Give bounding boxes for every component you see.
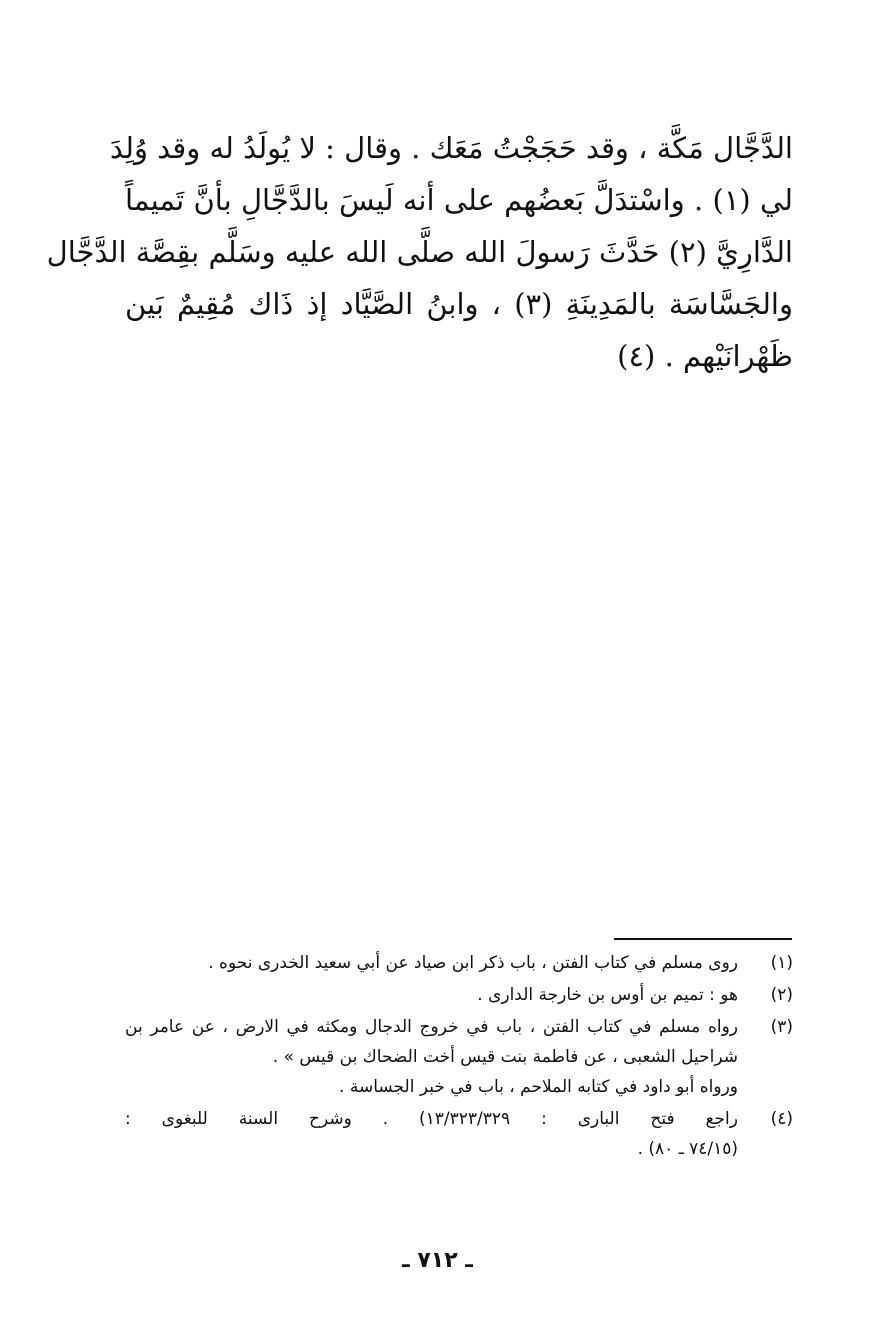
main-text-line: ظَهْرانَيْهم . (٤) <box>617 339 793 373</box>
footnote-line: (٧٤/١٥ ـ ٨٠) . <box>637 1139 738 1159</box>
page-number: ـ ٧١٢ ـ <box>402 1248 473 1273</box>
footnote-line: راجع فتح البارى : ١٣/٣٢٣/٣٢٩) . وشرح السنة للبغوى : <box>125 1109 738 1129</box>
footnote-line: هو : تميم بن أوس بن خارجة الدارى . <box>477 985 738 1005</box>
footnote-number: (١) <box>770 953 793 973</box>
footnote-body <box>125 1104 738 1164</box>
footnote-body <box>125 948 738 978</box>
footnote-number: (٣) <box>770 1017 793 1037</box>
main-text-line: والجَسَّاسَة بالمَدِينَةِ (٣) ، وابنُ الصَّيَّاد إذ ذَاك مُقِيمٌ بَين <box>125 287 793 321</box>
main-text-line: الدَّجَّال مَكَّة ، وقد حَجَجْتُ مَعَك . وقال : لا يُولَدُ له وقد وُلِدَ <box>109 131 793 165</box>
footnote-number: (٢) <box>770 985 793 1005</box>
footnote-body <box>125 980 738 1010</box>
footnote-2 <box>125 980 793 1010</box>
footnote-number: (٤) <box>770 1109 793 1129</box>
footnote-line: رواه مسلم في كتاب الفتن ، باب في خروج الدجال ومكثه في الارض ، عن عامر بن <box>125 1017 738 1037</box>
main-text-line: لي (١) . واسْتدَلَّ بَعضُهم على أنه لَيسَ بالدَّجَّالِ بأنَّ تَميماً <box>125 183 794 217</box>
footnote-line: شراحيل الشعبى ، عن فاطمة بنت قيس أخت الضحاك بن قيس » . <box>272 1047 738 1067</box>
footnote-3 <box>125 1012 793 1102</box>
main-text-line: الدَّارِيَّ (٢) حَدَّثَ رَسولَ الله صلَّى الله عليه وسَلَّم بقِصَّة الدَّجَّال <box>46 235 793 269</box>
footnote-body <box>125 1012 738 1102</box>
footnote-4 <box>125 1104 793 1164</box>
footnotes-block <box>125 948 793 1166</box>
footnote-line: ورواه أبو داود في كتابه الملاحم ، باب في خبر الجساسة . <box>339 1077 738 1097</box>
footnote-line: روى مسلم في كتاب الفتن ، باب ذكر ابن صياد عن أبي سعيد الخدرى نحوه . <box>208 953 738 973</box>
footnote-separator <box>614 938 792 940</box>
footnote-1 <box>125 948 793 978</box>
main-text-block <box>46 122 794 382</box>
